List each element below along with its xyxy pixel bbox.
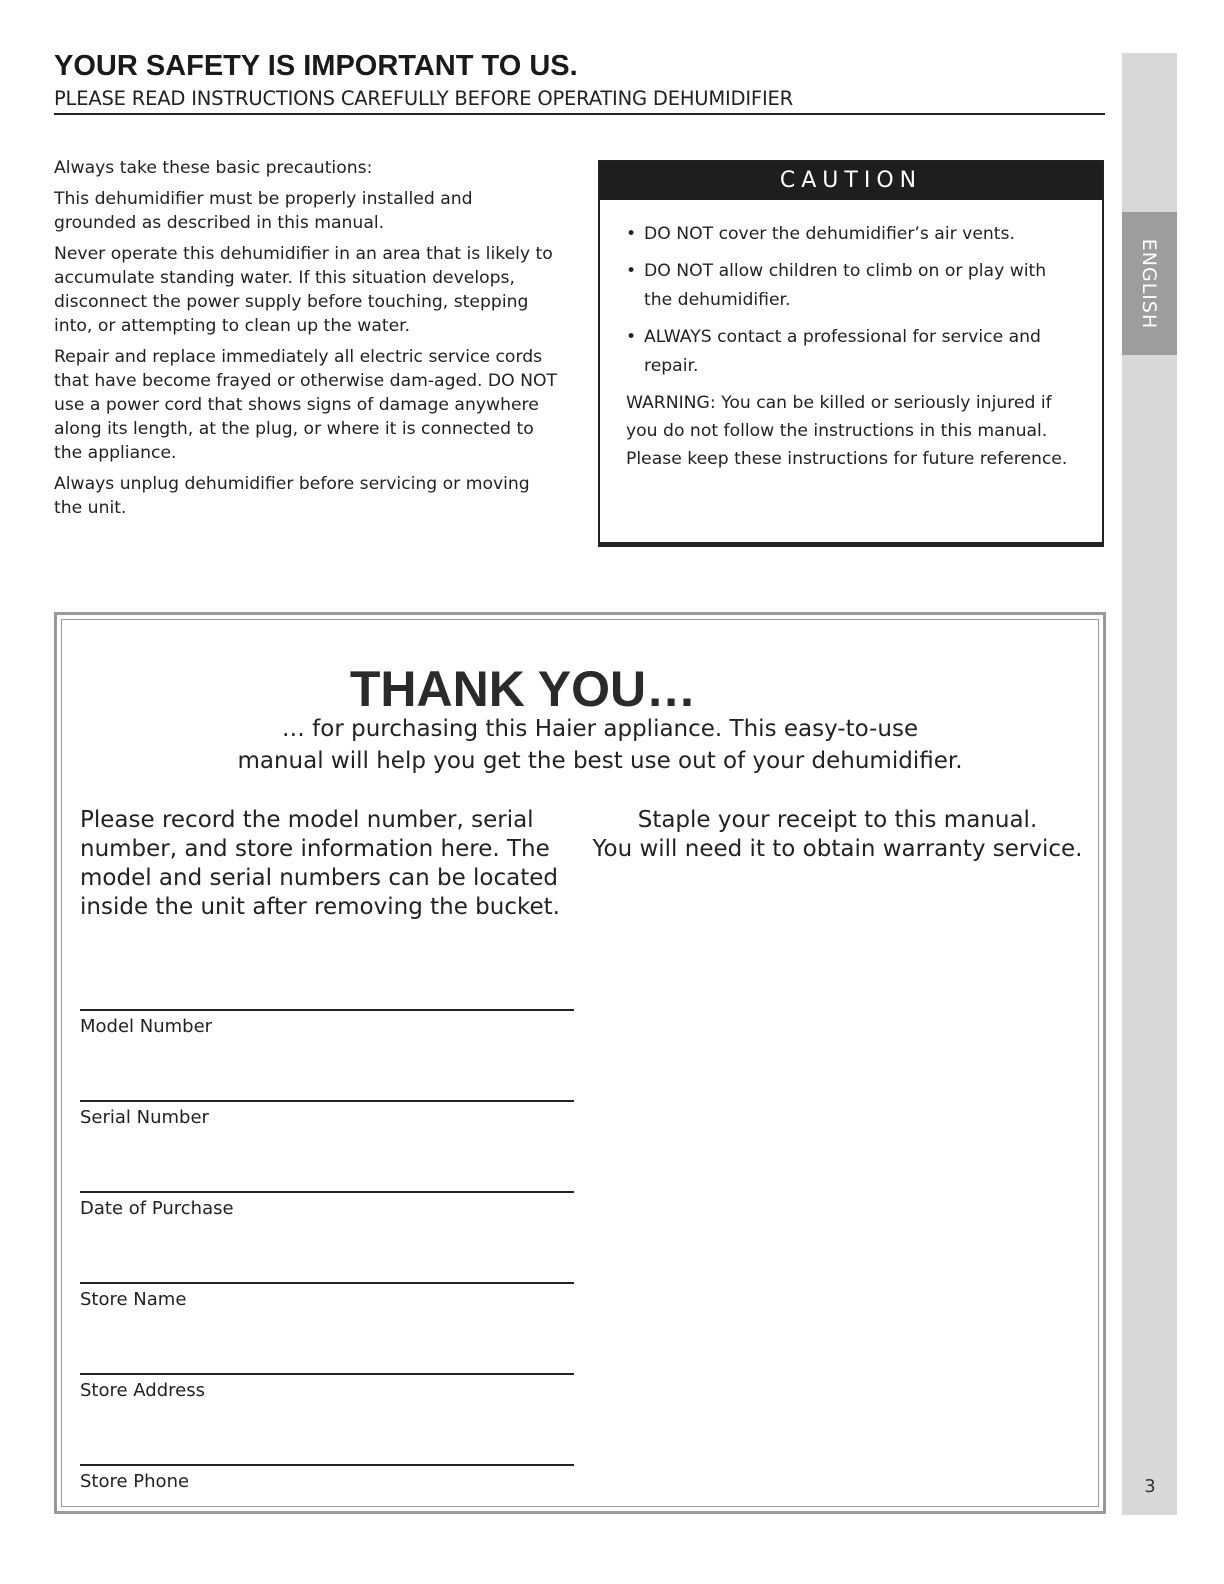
store-phone-line[interactable] (80, 1464, 574, 1466)
page-subtitle: PLEASE READ INSTRUCTIONS CAREFULLY BEFORE OPERATING DEHUMIDIFIER (54, 87, 793, 110)
receipt-instructions (590, 806, 1085, 864)
receipt-line: You will need it to obtain warranty service. (592, 836, 1083, 862)
store-phone-label: Store Phone (80, 1471, 190, 1492)
page-number: 3 (1144, 1476, 1156, 1497)
caution-list (600, 220, 1102, 381)
date-of-purchase-line[interactable] (80, 1191, 574, 1193)
intro-line: manual will help you get the best use out of your dehumidifier. (237, 748, 963, 774)
bullet-icon: • (626, 261, 637, 281)
serial-number-label: Serial Number (80, 1107, 209, 1128)
model-number-label: Model Number (80, 1016, 213, 1037)
caution-item: • DO NOT cover the dehumidifier’s air vents. (626, 220, 1078, 249)
intro-line: … for purchasing this Haier appliance. This easy-to-use (281, 716, 919, 742)
serial-number-line[interactable] (80, 1100, 574, 1102)
bullet-icon: • (626, 327, 637, 347)
precaution-paragraph: Always unplug dehumidifier before servicing or moving the unit. (54, 474, 530, 518)
precaution-intro: Always take these basic precautions: (54, 158, 373, 178)
record-instructions: Please record the model number, serial number, and store information here. The model and serial numbers can be located inside the unit after removing the bucket. (80, 807, 560, 920)
title-rule (54, 113, 1105, 115)
caution-box (598, 160, 1104, 547)
precautions-section (54, 156, 559, 527)
page-title: YOUR SAFETY IS IMPORTANT TO US. (54, 50, 578, 82)
precaution-paragraph: This dehumidifier must be properly installed and grounded as described in this manual. (54, 189, 473, 233)
caution-heading: CAUTION (600, 162, 1102, 200)
model-number-line[interactable] (80, 1009, 574, 1011)
store-name-line[interactable] (80, 1282, 574, 1284)
warning-text: WARNING: You can be killed or seriously injured if you do not follow the instructions in this manual. Please keep these instructions for future reference. (626, 393, 1068, 469)
receipt-line: Staple your receipt to this manual. (637, 807, 1038, 833)
bullet-icon: • (626, 224, 637, 244)
store-address-line[interactable] (80, 1373, 574, 1375)
date-of-purchase-label: Date of Purchase (80, 1198, 234, 1219)
precaution-paragraph: Never operate this dehumidifier in an area that is likely to accumulate standing water. If this situation develops, disconnect the power supply before touching, stepping into, or attempting to clean up the water. (54, 244, 553, 336)
precaution-paragraph: Repair and replace immediately all electric service cords that have become frayed or otherwise dam-aged. DO NOT use a power cord that shows signs of damage anywhere along its length, at the plug, or where it is connected to the appliance. (54, 347, 558, 463)
store-address-label: Store Address (80, 1380, 205, 1401)
caution-item: • ALWAYS contact a professional for service and repair. (626, 323, 1078, 381)
store-name-label: Store Name (80, 1289, 187, 1310)
language-label: ENGLISH (1138, 238, 1160, 330)
thank-you-intro (0, 713, 1200, 777)
thank-you-title: THANK YOU… (349, 661, 697, 717)
caution-item: • DO NOT allow children to climb on or play with the dehumidifier. (626, 257, 1078, 315)
